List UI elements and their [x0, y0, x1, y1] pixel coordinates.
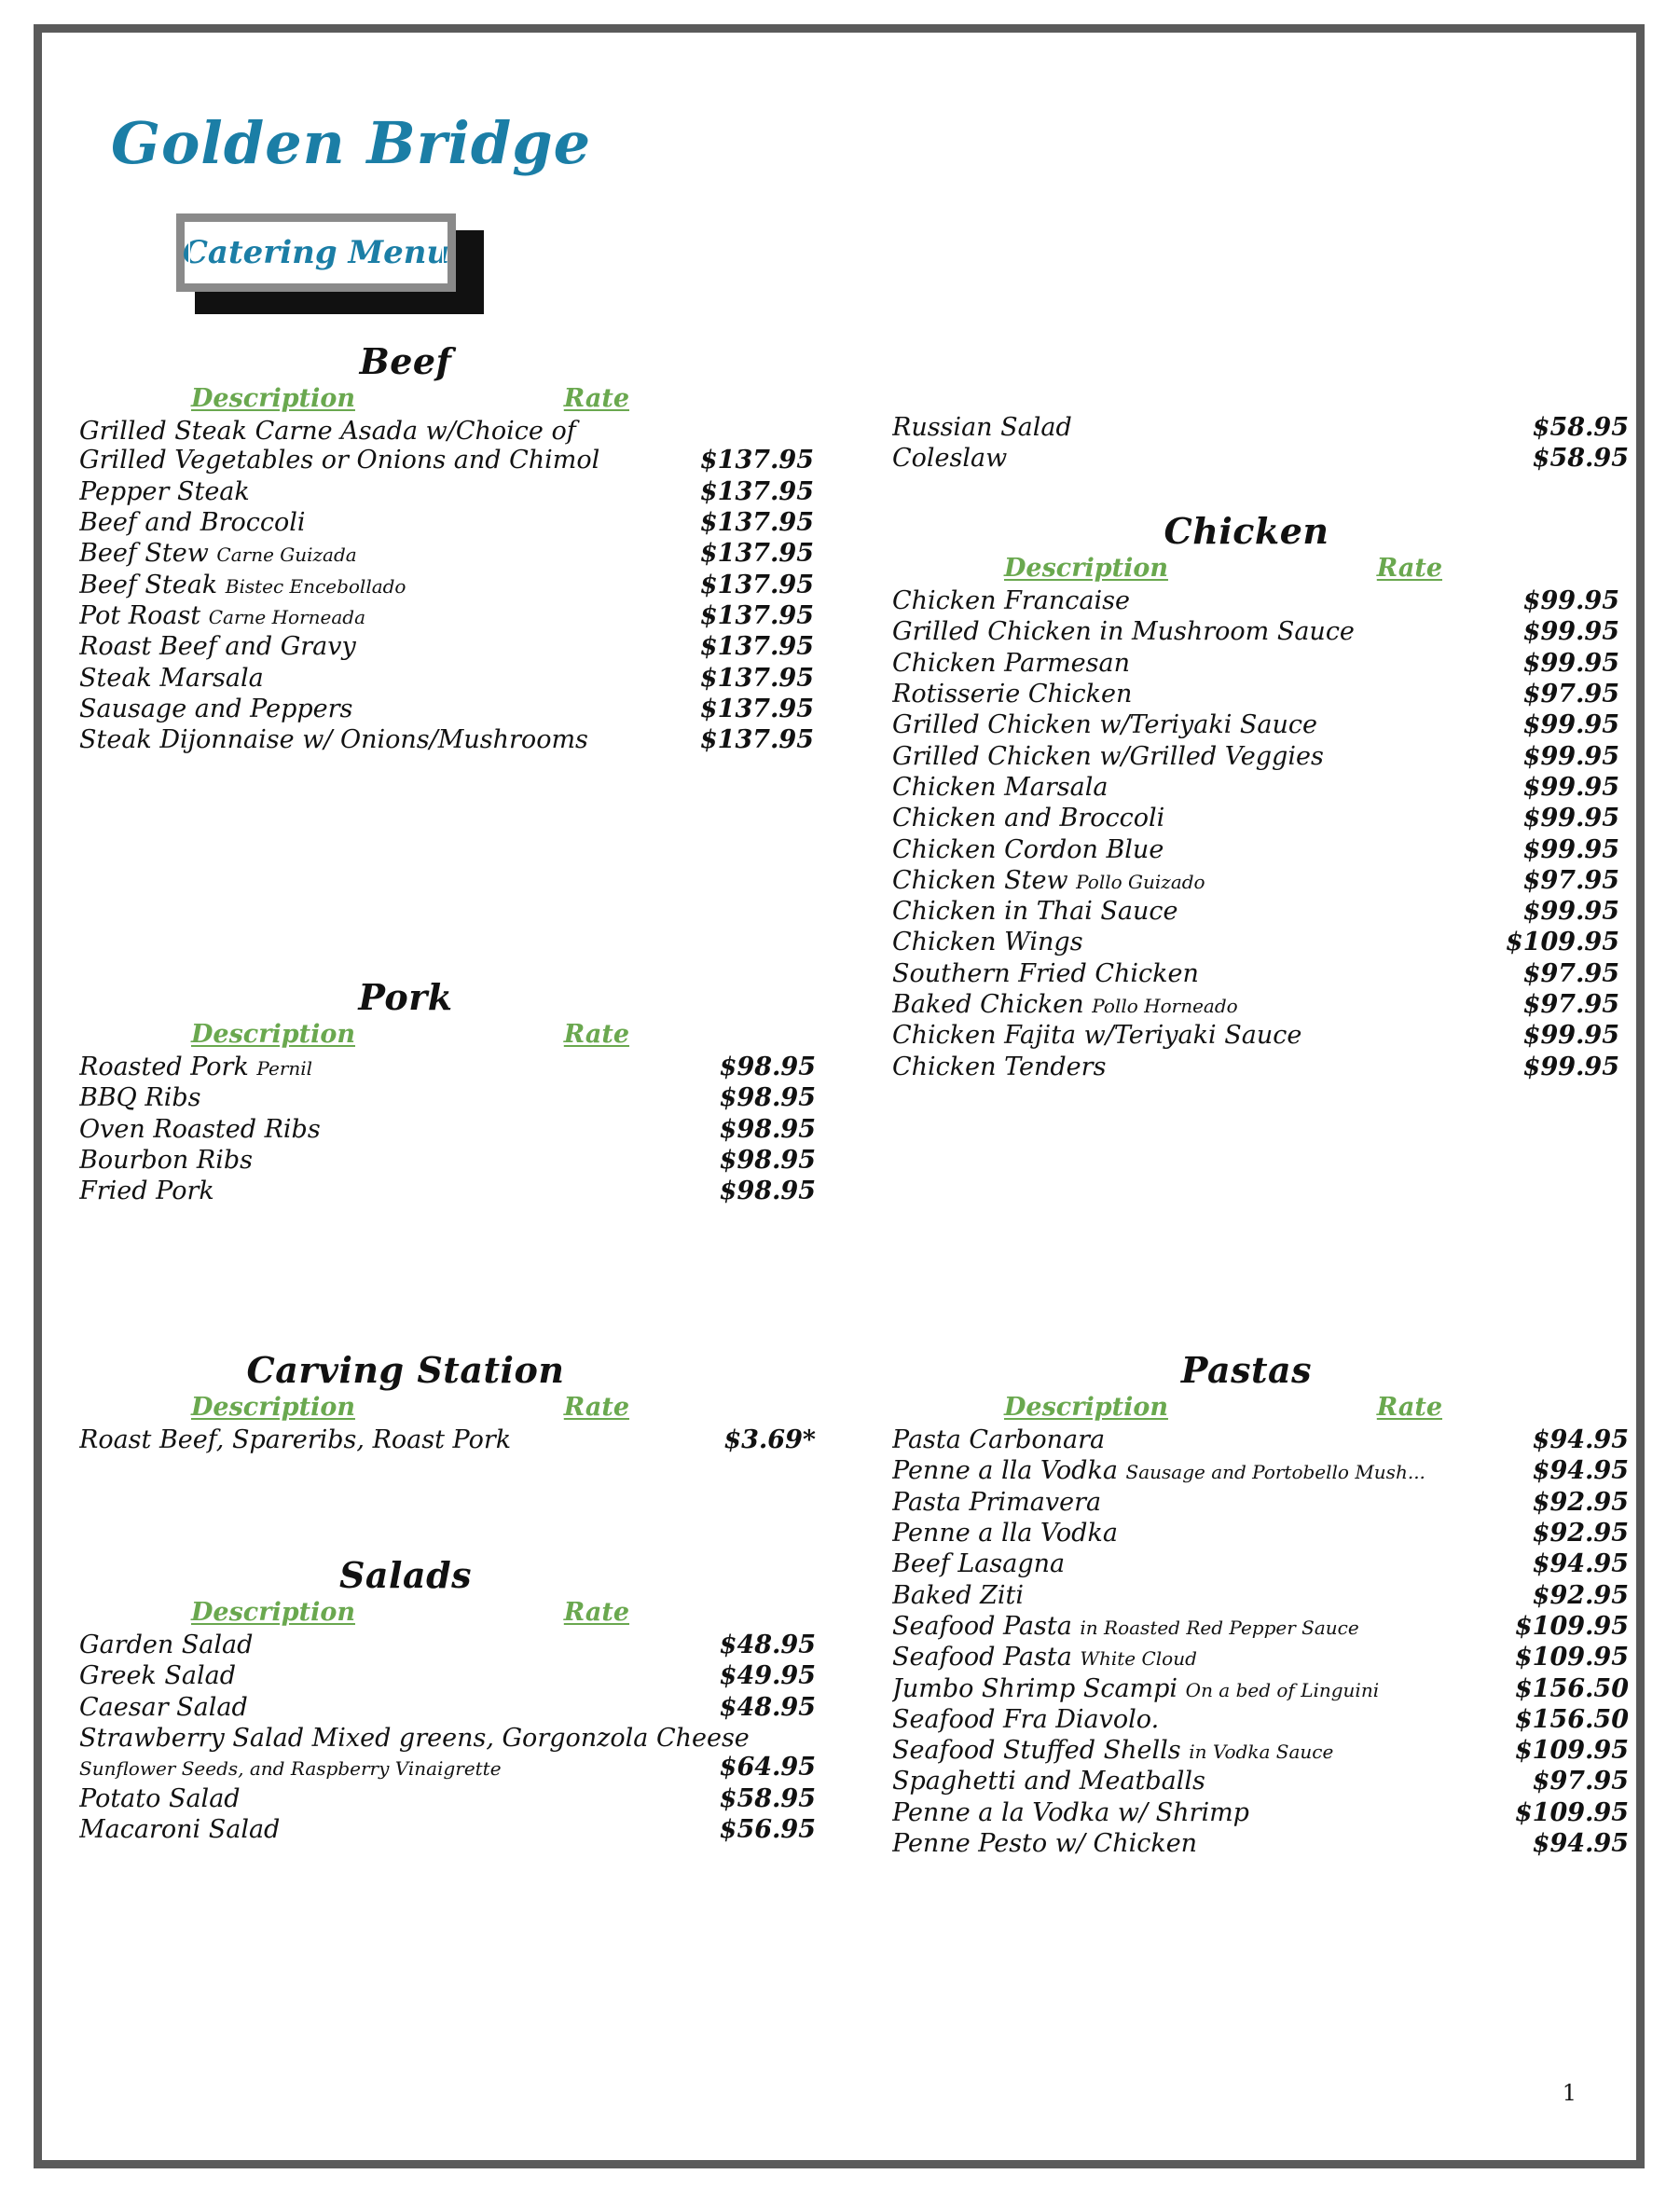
menu-item	[892, 865, 1619, 896]
item-price: $137.95	[699, 663, 814, 693]
item-price: $109.95	[1514, 1797, 1629, 1827]
menu-item	[892, 1518, 1629, 1548]
menu-item	[892, 443, 1629, 474]
item-price: $94.95	[1532, 1549, 1629, 1579]
item-price: $156.50	[1514, 1704, 1629, 1734]
item-name: Penne a la Vodka w/ Shrimp	[892, 1797, 1249, 1827]
menu-item	[892, 709, 1619, 740]
menu-item	[79, 1114, 816, 1145]
menu-item	[892, 958, 1619, 989]
menu-item	[892, 1611, 1629, 1642]
menu-item	[892, 1797, 1629, 1828]
item-name: Garden Salad	[79, 1631, 254, 1659]
item-name: Strawberry Salad	[79, 1723, 304, 1753]
column-header-rate: Rate	[1376, 554, 1442, 583]
item-name: Baked Chicken	[892, 990, 1084, 1020]
menu-item	[892, 1455, 1629, 1486]
menu-item	[892, 803, 1619, 833]
item-subtitle: Mixed greens, Gorgonzola Cheese	[311, 1723, 750, 1753]
menu-item	[79, 1630, 816, 1660]
salads-table-header	[79, 1598, 747, 1627]
item-subtitle: Carne Guizada	[216, 544, 357, 567]
item-price: $99.95	[1522, 834, 1619, 864]
section-title-salads: Salads	[338, 1554, 473, 1596]
item-name: Grilled Chicken w/Teriyaki Sauce	[892, 710, 1317, 740]
item-name: Roast Beef and Gravy	[79, 632, 356, 662]
pastas-table-header	[892, 1393, 1560, 1422]
menu-item	[892, 679, 1619, 709]
item-name: Potato Salad	[79, 1783, 241, 1813]
menu-item	[892, 1766, 1629, 1796]
menu-item	[79, 1082, 816, 1113]
item-name: Seafood Stuffed Shells	[892, 1736, 1181, 1766]
menu-item	[79, 724, 814, 755]
column-header-description: Description	[1004, 1393, 1168, 1422]
item-name: Chicken Tenders	[892, 1052, 1107, 1081]
pork-item-list	[79, 1052, 816, 1207]
item-name: Penne a lla Vodka	[892, 1518, 1118, 1548]
menu-item	[892, 1424, 1629, 1455]
column-header-rate: Rate	[563, 1020, 629, 1049]
section-title-pastas: Pastas	[1180, 1349, 1313, 1391]
item-name: Chicken Cordon Blue	[892, 834, 1164, 864]
item-name: BBQ Ribs	[79, 1083, 201, 1113]
column-header-description: Description	[191, 1020, 355, 1049]
pastas-item-list	[892, 1424, 1629, 1859]
item-name: Chicken Wings	[892, 928, 1083, 957]
item-subtitle: Carne Horneada	[208, 605, 366, 628]
item-subtitle: in Roasted Red Pepper Sauce	[1080, 1616, 1359, 1639]
item-price: $156.50	[1514, 1673, 1629, 1703]
column-header-rate: Rate	[563, 1598, 629, 1627]
menu-item	[79, 570, 814, 600]
item-name-tail: w/Choice of	[425, 417, 576, 446]
menu-item	[892, 616, 1619, 647]
column-header-description: Description	[191, 1598, 355, 1627]
item-subtitle: White Cloud	[1080, 1647, 1197, 1671]
item-price: $137.95	[699, 600, 814, 630]
item-name-line2: Grilled Vegetables or Onions and Chimol	[79, 446, 600, 475]
item-price: $94.95	[1532, 1425, 1629, 1454]
item-price: $92.95	[1532, 1518, 1629, 1548]
item-price: $99.95	[1522, 772, 1619, 802]
menu-item	[892, 741, 1619, 772]
menu-content	[53, 44, 1629, 2149]
item-price: $98.95	[719, 1053, 816, 1081]
menu-item	[892, 927, 1619, 957]
menu-item	[79, 1723, 816, 1783]
section-pastas	[892, 1349, 1638, 1859]
item-price: $58.95	[1532, 444, 1629, 474]
item-name: Sausage and Peppers	[79, 694, 353, 723]
item-name: Greek Salad	[79, 1661, 236, 1691]
item-name: Pasta Carbonara	[892, 1425, 1106, 1454]
item-name: Russian Salad	[892, 413, 1072, 442]
column-header-description: Description	[191, 384, 355, 413]
section-title-carving-station: Carving Station	[246, 1349, 565, 1391]
menu-item	[79, 1052, 816, 1082]
item-name: Penne Pesto w/ Chicken	[892, 1829, 1198, 1859]
item-price: $137.95	[699, 507, 814, 537]
item-price: $58.95	[1532, 413, 1629, 442]
brand-title: Golden Bridge	[111, 109, 592, 177]
left-column	[79, 44, 825, 2149]
item-price: $92.95	[1532, 1580, 1629, 1610]
item-price: $137.95	[699, 476, 814, 506]
item-name: Pasta Primavera	[892, 1487, 1102, 1517]
item-price: $137.95	[699, 725, 814, 755]
carving-table-header	[79, 1393, 747, 1422]
item-price: $92.95	[1532, 1487, 1629, 1517]
item-price: $99.95	[1522, 741, 1619, 771]
item-price: $98.95	[719, 1114, 816, 1144]
item-price: $109.95	[1514, 1736, 1629, 1766]
item-price: $49.95	[719, 1661, 816, 1691]
section-salads	[79, 1554, 825, 1845]
item-name: Roasted Pork	[79, 1053, 249, 1081]
menu-item	[892, 1828, 1629, 1859]
item-name: Beef and Broccoli	[79, 507, 306, 537]
item-name: Chicken Marsala	[892, 772, 1109, 802]
item-subtitle: On a bed of Linguini	[1185, 1678, 1380, 1701]
item-price: $109.95	[1514, 1611, 1629, 1641]
section-chicken	[892, 510, 1638, 1082]
item-name: Penne a lla Vodka	[892, 1456, 1118, 1486]
chicken-table-header	[892, 554, 1560, 583]
section-pork	[79, 976, 825, 1207]
item-name: Southern Fried Chicken	[892, 958, 1199, 988]
menu-item	[892, 772, 1619, 803]
item-price: $64.95	[719, 1753, 816, 1782]
menu-item	[79, 663, 814, 694]
page-number: 1	[1562, 2080, 1577, 2106]
menu-item	[79, 1176, 816, 1206]
item-price: $97.95	[1532, 1767, 1629, 1796]
catering-badge-label: Catering Menu	[182, 234, 450, 271]
item-subtitle: Pollo Horneado	[1092, 995, 1238, 1018]
item-name: Chicken in Thai Sauce	[892, 897, 1178, 927]
item-price: $137.95	[699, 632, 814, 662]
beef-table-header	[79, 384, 747, 413]
menu-item	[79, 694, 814, 724]
section-salads-continued	[892, 409, 1638, 475]
item-name: Chicken Francaise	[892, 586, 1130, 615]
column-header-rate: Rate	[563, 1393, 629, 1422]
item-price: $99.95	[1522, 648, 1619, 678]
column-header-description: Description	[1004, 554, 1168, 583]
column-header-rate: Rate	[1376, 1393, 1442, 1422]
item-price: $98.95	[719, 1145, 816, 1175]
item-name: Seafood Pasta	[892, 1611, 1072, 1641]
item-price: $48.95	[719, 1692, 816, 1722]
item-subtitle-line2: Sunflower Seeds, and Raspberry Vinaigrette	[79, 1757, 502, 1781]
item-name: Baked Ziti	[892, 1580, 1025, 1610]
item-subtitle: Sausage and Portobello Mush...	[1125, 1461, 1425, 1484]
menu-item	[892, 1580, 1629, 1611]
section-title-pork: Pork	[358, 976, 453, 1018]
item-name: Roast Beef, Spareribs, Roast Pork	[79, 1425, 512, 1454]
item-price: $97.95	[1522, 679, 1619, 709]
menu-item	[79, 1660, 816, 1691]
item-name: Spaghetti and Meatballs	[892, 1767, 1205, 1796]
item-name: Pepper Steak	[79, 476, 250, 506]
menu-item	[892, 1704, 1629, 1735]
item-name: Jumbo Shrimp Scampi	[892, 1673, 1178, 1703]
page-border	[34, 24, 1645, 2168]
menu-item	[892, 585, 1619, 616]
item-price: $98.95	[719, 1177, 816, 1206]
menu-item	[892, 1487, 1629, 1518]
item-price: $97.95	[1522, 990, 1619, 1020]
item-name: Beef Lasagna	[892, 1549, 1066, 1579]
menu-item	[79, 538, 814, 569]
item-name: Bourbon Ribs	[79, 1145, 254, 1175]
chicken-item-list	[892, 585, 1619, 1082]
right-column	[892, 44, 1638, 2149]
menu-item	[79, 600, 814, 631]
item-name: Chicken Stew	[892, 865, 1068, 895]
item-price: $109.95	[1505, 928, 1619, 957]
item-name: Oven Roasted Ribs	[79, 1114, 321, 1144]
section-carving-station	[79, 1349, 825, 1455]
item-price: $97.95	[1522, 958, 1619, 988]
item-name: Beef Steak	[79, 570, 218, 599]
menu-item	[79, 507, 814, 538]
item-name: Chicken and Broccoli	[892, 804, 1165, 833]
menu-item	[79, 631, 814, 662]
section-title-chicken: Chicken	[1164, 510, 1329, 552]
menu-item	[79, 1814, 816, 1845]
menu-item	[892, 648, 1619, 679]
menu-item	[892, 1642, 1629, 1672]
item-name: Chicken Fajita w/Teriyaki Sauce	[892, 1021, 1302, 1051]
salads-continued-item-list	[892, 412, 1629, 475]
item-name: Fried Pork	[79, 1177, 214, 1206]
item-price: $99.95	[1522, 897, 1619, 927]
column-header-rate: Rate	[563, 384, 629, 413]
item-price: $137.95	[699, 446, 814, 475]
item-name: Steak Dijonnaise w/ Onions/Mushrooms	[79, 725, 588, 755]
menu-item	[892, 412, 1629, 443]
item-price: $137.95	[699, 694, 814, 723]
menu-item	[892, 1673, 1629, 1704]
menu-item	[892, 834, 1619, 865]
item-name: Caesar Salad	[79, 1692, 248, 1722]
item-price: $99.95	[1522, 1052, 1619, 1081]
item-price: $3.69*	[723, 1425, 816, 1454]
item-subtitle: Pernil	[256, 1057, 313, 1080]
menu-item	[79, 1145, 816, 1176]
menu-item	[79, 1692, 816, 1723]
item-name: Coleslaw	[892, 444, 1008, 474]
item-price: $99.95	[1522, 617, 1619, 647]
item-price: $137.95	[699, 539, 814, 569]
item-name: Seafood Pasta	[892, 1643, 1072, 1672]
salads-item-list	[79, 1630, 816, 1845]
column-header-description: Description	[191, 1393, 355, 1422]
item-price: $99.95	[1522, 1021, 1619, 1051]
item-name: Seafood Fra Diavolo.	[892, 1704, 1160, 1734]
menu-item	[79, 1424, 816, 1455]
item-price: $94.95	[1532, 1456, 1629, 1486]
item-subtitle: Pollo Guizado	[1076, 870, 1205, 893]
item-price: $99.95	[1522, 804, 1619, 833]
item-price: $58.95	[719, 1783, 816, 1813]
item-price: $97.95	[1522, 865, 1619, 895]
item-price: $109.95	[1514, 1643, 1629, 1672]
menu-item	[892, 1020, 1619, 1051]
item-name: Macaroni Salad	[79, 1814, 281, 1844]
menu-item	[892, 1052, 1619, 1082]
section-title-beef: Beef	[359, 340, 452, 382]
menu-item	[79, 1783, 816, 1814]
item-price: $99.95	[1522, 586, 1619, 615]
item-name: Steak Marsala	[79, 663, 264, 693]
item-price: $56.95	[719, 1814, 816, 1844]
item-subtitle: Bistec Encebollado	[225, 574, 406, 598]
item-name: Grilled Steak	[79, 417, 248, 446]
item-name: Chicken Parmesan	[892, 648, 1130, 678]
item-name: Grilled Chicken w/Grilled Veggies	[892, 741, 1324, 771]
item-price: $137.95	[699, 570, 814, 599]
page-inner	[51, 42, 1627, 2151]
beef-item-list	[79, 416, 814, 755]
item-subtitle: Carne Asada	[255, 417, 419, 446]
menu-item	[892, 896, 1619, 927]
item-price: $99.95	[1522, 710, 1619, 740]
section-beef	[79, 340, 825, 755]
menu-item	[892, 989, 1619, 1020]
menu-item	[79, 476, 814, 507]
item-name: Pot Roast	[79, 600, 201, 630]
item-price: $98.95	[719, 1083, 816, 1113]
item-name: Grilled Chicken in Mushroom Sauce	[892, 617, 1355, 647]
pork-table-header	[79, 1020, 747, 1049]
carving-item-list	[79, 1424, 816, 1455]
menu-item	[892, 1548, 1629, 1579]
item-name: Rotisserie Chicken	[892, 679, 1133, 709]
item-price: $94.95	[1532, 1829, 1629, 1859]
menu-item	[892, 1735, 1629, 1766]
menu-item	[79, 416, 814, 476]
item-name: Beef Stew	[79, 539, 209, 569]
item-price: $48.95	[719, 1631, 816, 1659]
item-subtitle: in Vodka Sauce	[1189, 1741, 1334, 1764]
